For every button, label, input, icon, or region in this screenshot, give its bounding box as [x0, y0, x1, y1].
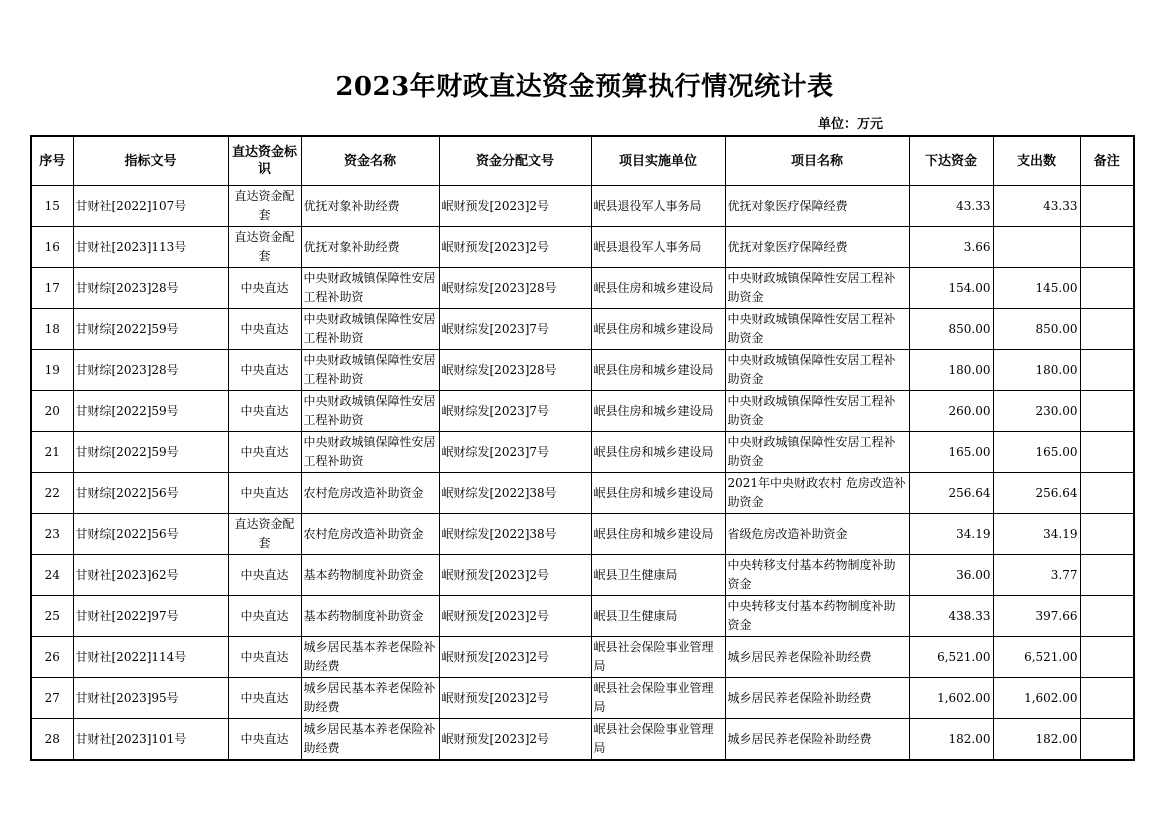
- cell-implementing-unit: 岷县卫生健康局: [591, 555, 725, 596]
- cell-implementing-unit: 岷县退役军人事务局: [591, 227, 725, 268]
- cell-issued-funds: 6,521.00: [909, 637, 993, 678]
- cell-remarks: [1080, 637, 1134, 678]
- cell-remarks: [1080, 514, 1134, 555]
- cell-index: 21: [31, 432, 73, 473]
- cell-issued-funds: 256.64: [909, 473, 993, 514]
- cell-issued-funds: 3.66: [909, 227, 993, 268]
- cell-expenditure: 230.00: [993, 391, 1080, 432]
- cell-implementing-unit: 岷县住房和城乡建设局: [591, 268, 725, 309]
- cell-implementing-unit: 岷县卫生健康局: [591, 596, 725, 637]
- cell-remarks: [1080, 596, 1134, 637]
- cell-index: 15: [31, 186, 73, 227]
- cell-direct-tag: 直达资金配套: [228, 186, 301, 227]
- cell-remarks: [1080, 432, 1134, 473]
- cell-remarks: [1080, 186, 1134, 227]
- cell-issued-funds: 36.00: [909, 555, 993, 596]
- col-header-index: 序号: [31, 136, 73, 186]
- col-header-expenditure: 支出数: [993, 136, 1080, 186]
- cell-allocation-doc: 岷财综发[2022]38号: [439, 473, 591, 514]
- cell-expenditure: 43.33: [993, 186, 1080, 227]
- table-row: [31, 391, 1134, 432]
- cell-direct-tag: 中央直达: [228, 555, 301, 596]
- cell-remarks: [1080, 309, 1134, 350]
- table-row: [31, 186, 1134, 227]
- cell-expenditure: 6,521.00: [993, 637, 1080, 678]
- cell-remarks: [1080, 268, 1134, 309]
- cell-project-name: 优抚对象医疗保障经费: [725, 227, 909, 268]
- cell-doc-number: 甘财社[2023]101号: [73, 719, 228, 761]
- cell-issued-funds: 182.00: [909, 719, 993, 761]
- cell-index: 20: [31, 391, 73, 432]
- cell-direct-tag: 中央直达: [228, 268, 301, 309]
- cell-doc-number: 甘财综[2022]56号: [73, 473, 228, 514]
- cell-allocation-doc: 岷财综发[2022]38号: [439, 514, 591, 555]
- cell-remarks: [1080, 227, 1134, 268]
- cell-direct-tag: 中央直达: [228, 473, 301, 514]
- cell-doc-number: 甘财综[2022]59号: [73, 309, 228, 350]
- cell-implementing-unit: 岷县住房和城乡建设局: [591, 514, 725, 555]
- cell-expenditure: 3.77: [993, 555, 1080, 596]
- cell-expenditure: 1,602.00: [993, 678, 1080, 719]
- cell-implementing-unit: 岷县住房和城乡建设局: [591, 350, 725, 391]
- cell-doc-number: 甘财社[2022]107号: [73, 186, 228, 227]
- cell-remarks: [1080, 555, 1134, 596]
- cell-index: 26: [31, 637, 73, 678]
- cell-fund-name: 农村危房改造补助资金: [301, 514, 439, 555]
- cell-implementing-unit: 岷县住房和城乡建设局: [591, 432, 725, 473]
- cell-direct-tag: 中央直达: [228, 350, 301, 391]
- budget-table: [30, 135, 1135, 761]
- table-row: [31, 350, 1134, 391]
- cell-expenditure: 145.00: [993, 268, 1080, 309]
- cell-direct-tag: 中央直达: [228, 719, 301, 761]
- cell-allocation-doc: 岷财预发[2023]2号: [439, 555, 591, 596]
- table-row: [31, 268, 1134, 309]
- col-header-allocation-doc: 资金分配文号: [439, 136, 591, 186]
- cell-doc-number: 甘财社[2023]95号: [73, 678, 228, 719]
- cell-issued-funds: 438.33: [909, 596, 993, 637]
- cell-fund-name: 中央财政城镇保障性安居工程补助资: [301, 350, 439, 391]
- unit-label: 单位：万元: [818, 117, 884, 132]
- cell-fund-name: 农村危房改造补助资金: [301, 473, 439, 514]
- cell-fund-name: 优抚对象补助经费: [301, 186, 439, 227]
- cell-index: 27: [31, 678, 73, 719]
- cell-project-name: 中央财政城镇保障性安居工程补助资金: [725, 268, 909, 309]
- cell-fund-name: 城乡居民基本养老保险补助经费: [301, 719, 439, 761]
- cell-allocation-doc: 岷财预发[2023]2号: [439, 678, 591, 719]
- cell-allocation-doc: 岷财预发[2023]2号: [439, 719, 591, 761]
- cell-issued-funds: 1,602.00: [909, 678, 993, 719]
- table-row: [31, 432, 1134, 473]
- cell-remarks: [1080, 350, 1134, 391]
- cell-fund-name: 优抚对象补助经费: [301, 227, 439, 268]
- table-row: [31, 678, 1134, 719]
- cell-project-name: 中央财政城镇保障性安居工程补助资金: [725, 432, 909, 473]
- cell-fund-name: 城乡居民基本养老保险补助经费: [301, 637, 439, 678]
- cell-allocation-doc: 岷财预发[2023]2号: [439, 596, 591, 637]
- cell-project-name: 中央财政城镇保障性安居工程补助资金: [725, 391, 909, 432]
- table-row: [31, 227, 1134, 268]
- cell-issued-funds: 850.00: [909, 309, 993, 350]
- cell-fund-name: 中央财政城镇保障性安居工程补助资: [301, 391, 439, 432]
- cell-direct-tag: 中央直达: [228, 432, 301, 473]
- cell-direct-tag: 中央直达: [228, 678, 301, 719]
- col-header-project-name: 项目名称: [725, 136, 909, 186]
- cell-implementing-unit: 岷县住房和城乡建设局: [591, 391, 725, 432]
- col-header-issued-funds: 下达资金: [909, 136, 993, 186]
- cell-issued-funds: 43.33: [909, 186, 993, 227]
- cell-implementing-unit: 岷县住房和城乡建设局: [591, 473, 725, 514]
- cell-fund-name: 基本药物制度补助资金: [301, 555, 439, 596]
- page-title: 2023年财政直达资金预算执行情况统计表: [335, 72, 834, 102]
- cell-doc-number: 甘财社[2022]114号: [73, 637, 228, 678]
- cell-expenditure: 34.19: [993, 514, 1080, 555]
- cell-remarks: [1080, 719, 1134, 761]
- cell-doc-number: 甘财综[2022]59号: [73, 391, 228, 432]
- cell-index: 17: [31, 268, 73, 309]
- col-header-doc-number: 指标文号: [73, 136, 228, 186]
- cell-expenditure: 397.66: [993, 596, 1080, 637]
- cell-index: 23: [31, 514, 73, 555]
- cell-doc-number: 甘财社[2023]62号: [73, 555, 228, 596]
- cell-fund-name: 基本药物制度补助资金: [301, 596, 439, 637]
- cell-allocation-doc: 岷财预发[2023]2号: [439, 637, 591, 678]
- cell-project-name: 城乡居民养老保险补助经费: [725, 637, 909, 678]
- cell-project-name: 城乡居民养老保险补助经费: [725, 719, 909, 761]
- cell-fund-name: 中央财政城镇保障性安居工程补助资: [301, 432, 439, 473]
- cell-index: 16: [31, 227, 73, 268]
- cell-project-name: 省级危房改造补助资金: [725, 514, 909, 555]
- cell-project-name: 中央财政城镇保障性安居工程补助资金: [725, 350, 909, 391]
- cell-expenditure: 850.00: [993, 309, 1080, 350]
- cell-expenditure: 180.00: [993, 350, 1080, 391]
- cell-index: 18: [31, 309, 73, 350]
- cell-doc-number: 甘财综[2022]59号: [73, 432, 228, 473]
- cell-doc-number: 甘财社[2023]113号: [73, 227, 228, 268]
- cell-fund-name: 中央财政城镇保障性安居工程补助资: [301, 309, 439, 350]
- col-header-remarks: 备注: [1080, 136, 1134, 186]
- cell-issued-funds: 154.00: [909, 268, 993, 309]
- cell-doc-number: 甘财综[2023]28号: [73, 268, 228, 309]
- cell-doc-number: 甘财综[2022]56号: [73, 514, 228, 555]
- cell-index: 24: [31, 555, 73, 596]
- cell-remarks: [1080, 473, 1134, 514]
- cell-implementing-unit: 岷县社会保险事业管理局: [591, 637, 725, 678]
- cell-allocation-doc: 岷财综发[2023]7号: [439, 309, 591, 350]
- cell-implementing-unit: 岷县社会保险事业管理局: [591, 678, 725, 719]
- cell-allocation-doc: 岷财综发[2023]7号: [439, 432, 591, 473]
- cell-allocation-doc: 岷财预发[2023]2号: [439, 227, 591, 268]
- cell-project-name: 优抚对象医疗保障经费: [725, 186, 909, 227]
- cell-direct-tag: 中央直达: [228, 596, 301, 637]
- cell-index: 28: [31, 719, 73, 761]
- cell-remarks: [1080, 678, 1134, 719]
- cell-expenditure: 256.64: [993, 473, 1080, 514]
- table-row: [31, 309, 1134, 350]
- table-row: [31, 514, 1134, 555]
- cell-expenditure: [993, 227, 1080, 268]
- cell-remarks: [1080, 391, 1134, 432]
- cell-fund-name: 城乡居民基本养老保险补助经费: [301, 678, 439, 719]
- cell-project-name: 中央转移支付基本药物制度补助资金: [725, 555, 909, 596]
- cell-direct-tag: 直达资金配套: [228, 227, 301, 268]
- cell-index: 19: [31, 350, 73, 391]
- cell-index: 25: [31, 596, 73, 637]
- cell-project-name: 2021年中央财政农村 危房改造补助资金: [725, 473, 909, 514]
- col-header-implementing-unit: 项目实施单位: [591, 136, 725, 186]
- cell-allocation-doc: 岷财综发[2023]28号: [439, 350, 591, 391]
- col-header-direct-tag: 直达资金标识: [228, 136, 301, 186]
- table-row: [31, 555, 1134, 596]
- cell-allocation-doc: 岷财预发[2023]2号: [439, 186, 591, 227]
- table-row: [31, 473, 1134, 514]
- cell-doc-number: 甘财综[2023]28号: [73, 350, 228, 391]
- cell-expenditure: 165.00: [993, 432, 1080, 473]
- cell-project-name: 中央转移支付基本药物制度补助资金: [725, 596, 909, 637]
- col-header-fund-name: 资金名称: [301, 136, 439, 186]
- cell-issued-funds: 34.19: [909, 514, 993, 555]
- cell-doc-number: 甘财社[2022]97号: [73, 596, 228, 637]
- cell-issued-funds: 180.00: [909, 350, 993, 391]
- cell-implementing-unit: 岷县退役军人事务局: [591, 186, 725, 227]
- cell-index: 22: [31, 473, 73, 514]
- header-row: [31, 136, 1134, 186]
- cell-project-name: 城乡居民养老保险补助经费: [725, 678, 909, 719]
- table-row: [31, 596, 1134, 637]
- table-row: [31, 719, 1134, 761]
- cell-direct-tag: 中央直达: [228, 637, 301, 678]
- cell-issued-funds: 260.00: [909, 391, 993, 432]
- cell-expenditure: 182.00: [993, 719, 1080, 761]
- cell-implementing-unit: 岷县住房和城乡建设局: [591, 309, 725, 350]
- cell-direct-tag: 直达资金配套: [228, 514, 301, 555]
- cell-allocation-doc: 岷财综发[2023]28号: [439, 268, 591, 309]
- cell-direct-tag: 中央直达: [228, 391, 301, 432]
- cell-project-name: 中央财政城镇保障性安居工程补助资金: [725, 309, 909, 350]
- cell-fund-name: 中央财政城镇保障性安居工程补助资: [301, 268, 439, 309]
- cell-allocation-doc: 岷财综发[2023]7号: [439, 391, 591, 432]
- cell-issued-funds: 165.00: [909, 432, 993, 473]
- cell-direct-tag: 中央直达: [228, 309, 301, 350]
- cell-implementing-unit: 岷县社会保险事业管理局: [591, 719, 725, 761]
- table-row: [31, 637, 1134, 678]
